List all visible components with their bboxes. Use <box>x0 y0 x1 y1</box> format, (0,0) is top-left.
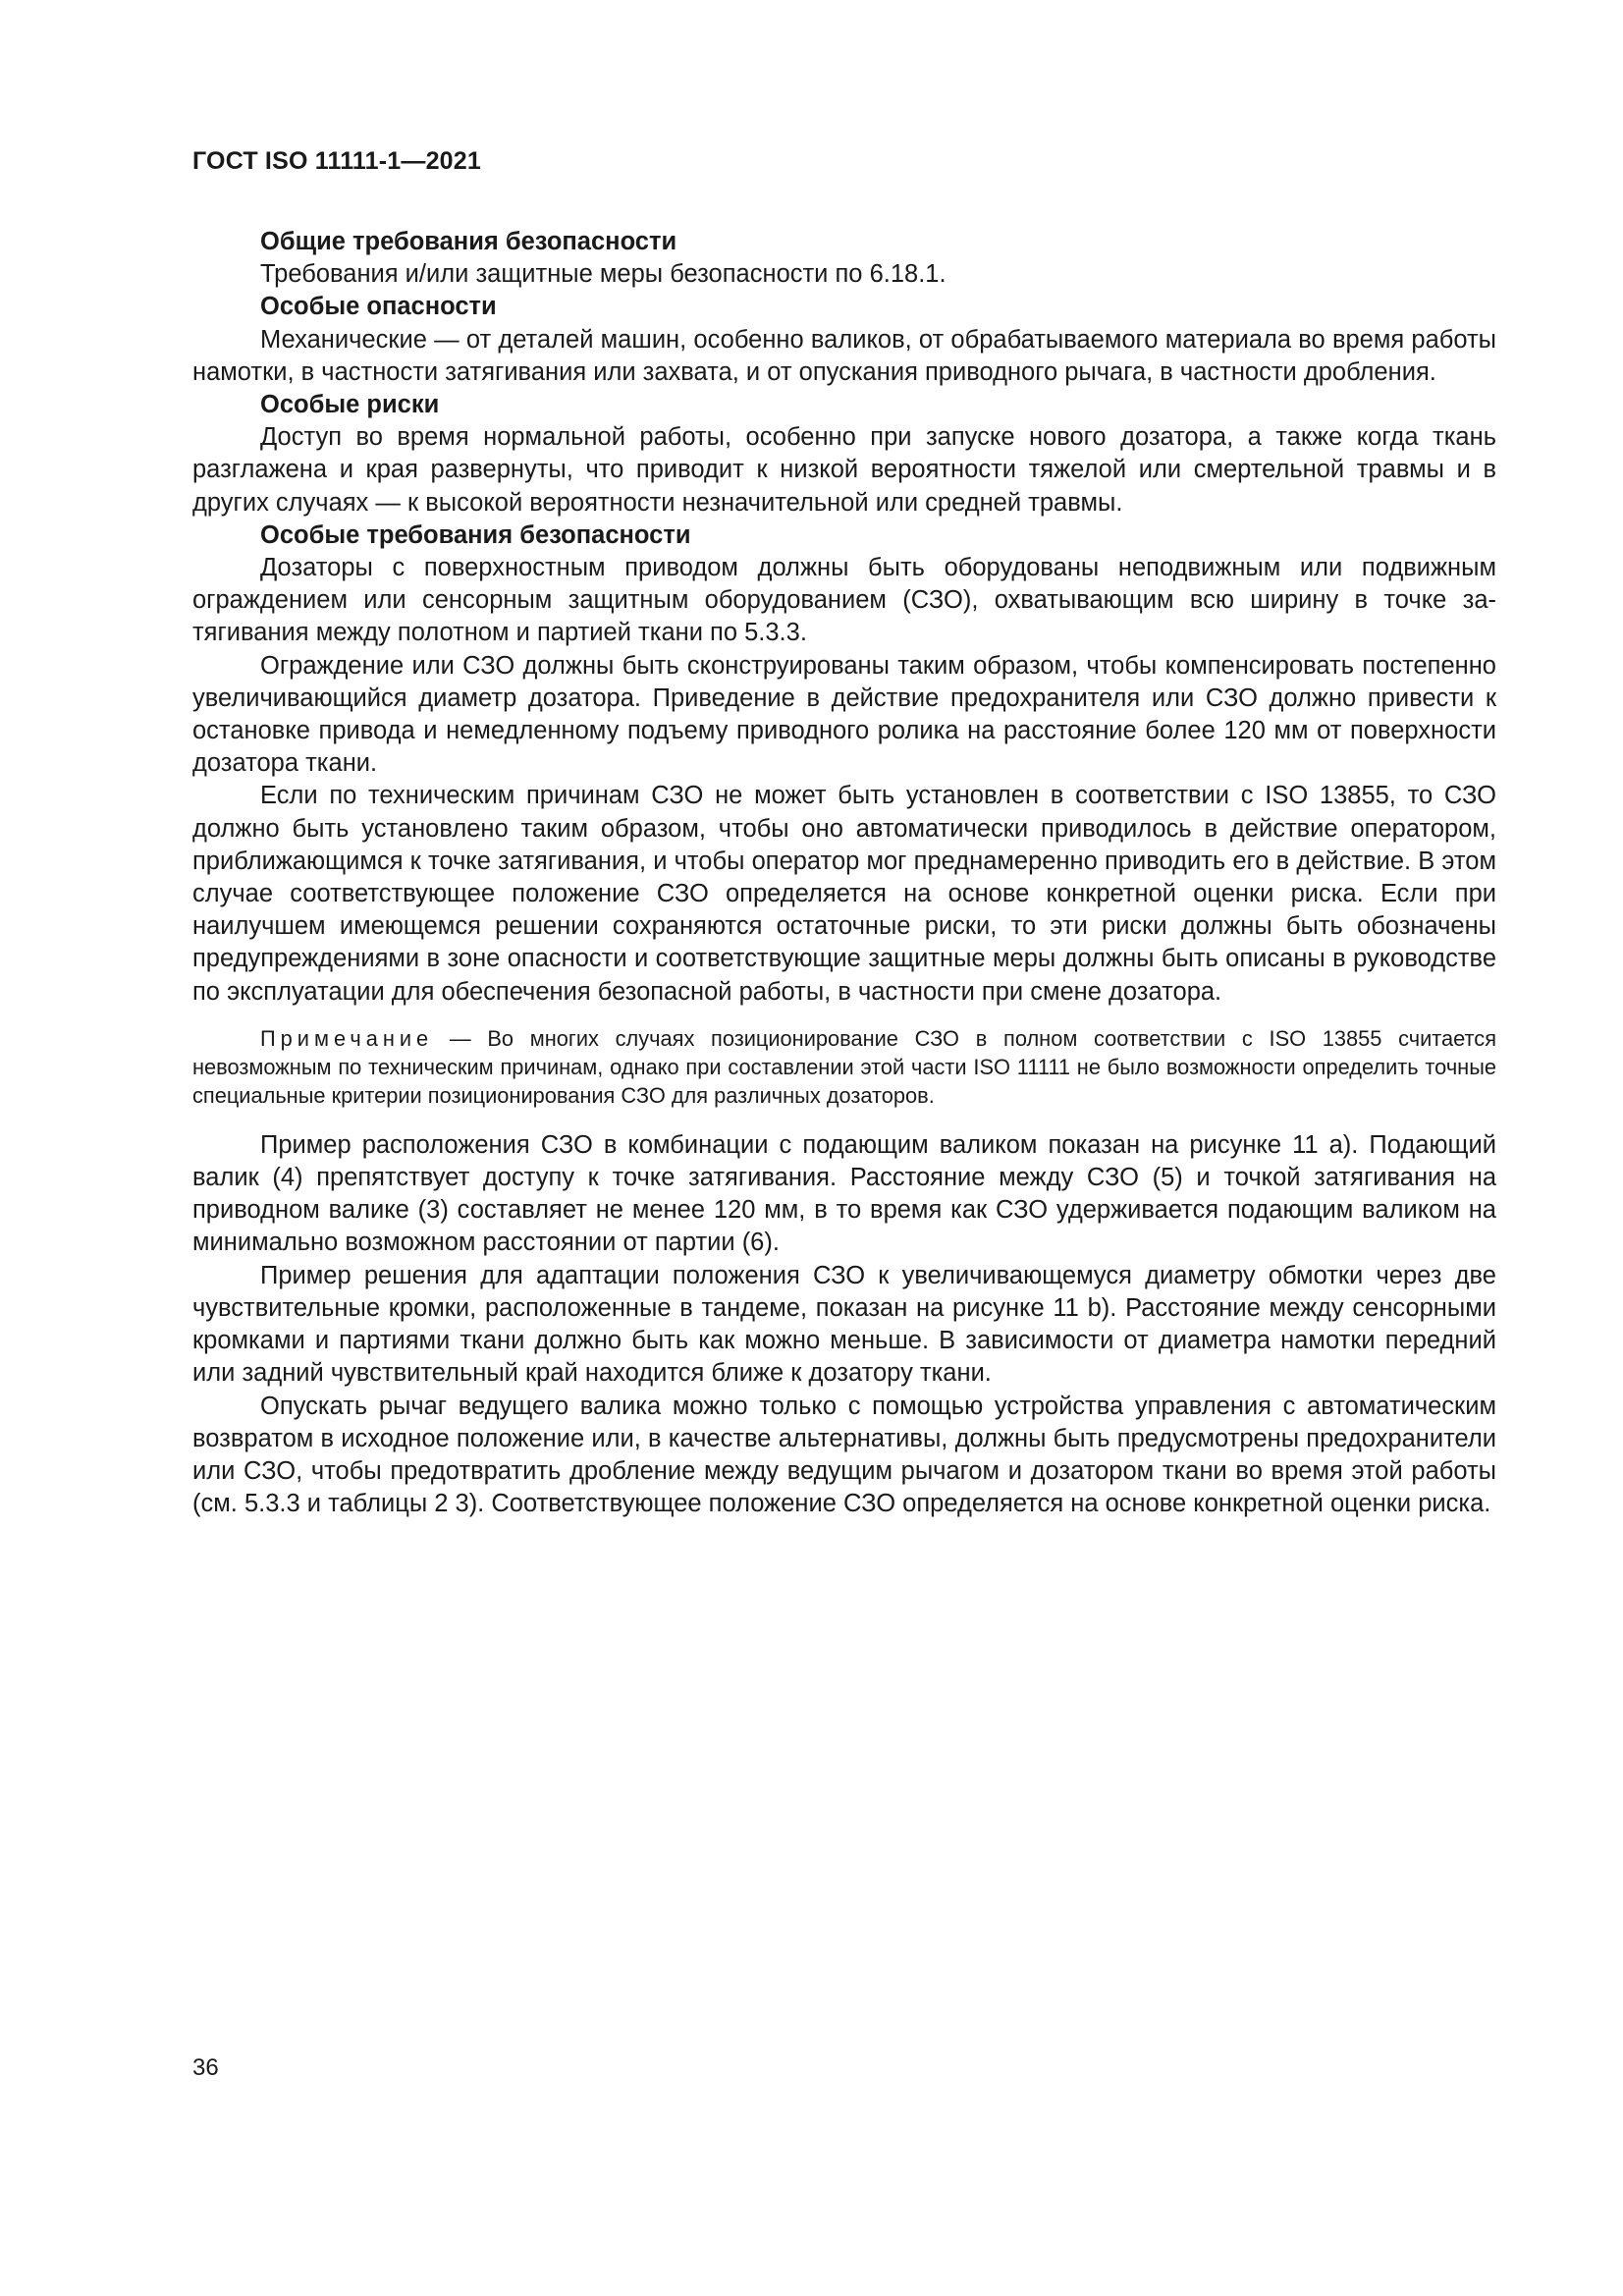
section-heading: Особые риски <box>260 391 440 419</box>
paragraph: Механические — от деталей машин, особенно валиков, от обрабатываемого материала во время работы намотки, в частности затягивания или захвата, и от опускания приводного рычага, в частности дробления. <box>192 325 1496 386</box>
note-text: — Во многих случаях позиционирование СЗО в полном соответствии с ISO 13855 считается невозможным по техническим причинам, однако при составлении этой части ISO 11111 не было возможности определить точные специальные критерии позиционирования СЗО для различных дозаторов. <box>192 1025 1496 1108</box>
paragraph: Опускать рычаг ведущего валика можно только с помощью устройства управления с автоматическим возвратом в исходное положение или, в качестве альтернативы, должны быть предусмотрены предохранители или СЗО, чтобы предотвратить дробление между ведущим рычагом и дозатором ткани во время этой работы (см. 5.3.3 и таблицы 2 3). Соответствующее положение СЗО определяется на основе конкретной оценки риска. <box>192 1392 1496 1518</box>
section-heading: Особые требования безопасности <box>260 520 691 549</box>
paragraph: Пример расположения СЗО в комбинации с подающим валиком показан на рисунке 11 а). Подающий валик (4) препятствует доступу к точке затягивания. Расстояние между СЗО (5) и точкой затягивания на приводном валике (3) составляет не менее 120 мм, в то время как СЗО удерживается подающим валиком на минимально возможном расстоянии от партии (6). <box>192 1130 1496 1257</box>
paragraph: Пример решения для адаптации положения СЗО к увеличивающемуся диаметру обмотки через две чувствительные кромки, расположенные в тандеме, показан на рисунке 11 b). Расстояние между сенсорными кромками и партиями ткани должно быть как можно меньше. В зависимости от диаметра намотки передний или задний чувствительный край находится ближе к дозатору ткани. <box>192 1261 1496 1388</box>
paragraph: Ограждение или СЗО должны быть сконструированы таким образом, чтобы компенсировать постепенно увеличивающийся диаметр дозатора. Приведение в действие предохранителя или СЗО должно привести к остановке привода и немедленному подъему приводного ролика на расстояние более 120 мм от поверхности дозатора ткани. <box>192 651 1496 778</box>
paragraph: Доступ во время нормальной работы, особенно при запуске нового дозатора, а также когда ткань разглажена и края развернуты, что приводит к низкой вероятности тяжелой или смертельной травмы и в других случаях — к высокой вероятности незначительной или средней травмы. <box>192 423 1496 517</box>
note <box>192 1024 1496 1110</box>
section-heading: Особые опасности <box>260 293 497 321</box>
paragraph: Дозаторы с поверхностным приводом должны быть оборудованы неподвижным или подвижным ограждением или сенсорным защитным оборудованием (СЗО), охватывающим всю ширину в точке затягивания между полотном и партией ткани по 5.3.3. <box>192 554 1496 647</box>
page-number: 36 <box>192 2054 219 2081</box>
section-heading: Общие требования безопасности <box>260 228 677 255</box>
paragraph: Требования и/или защитные меры безопасности по 6.18.1. <box>260 260 947 289</box>
document-header: ГОСТ ISO 11111-1—2021 <box>192 147 481 175</box>
document-body <box>192 226 1496 1520</box>
note-label: Примечание <box>260 1025 434 1051</box>
paragraph: Если по техническим причинам СЗО не может быть установлен в соответствии с ISO 13855, то СЗО должно быть установлено таким образом, чтобы оно автоматически приводилось в действие оператором, приближающимся к точке затягивания, и чтобы оператор мог преднамеренно приводить его в действие. В этом случае соответствующее положение СЗО определяется на основе конкретной оценки риска. Если при наилучшем имеющемся решении сохраняются остаточные риски, то эти риски должны быть обозначены предупреждениями в зоне опасности и соответствующие защитные меры должны быть описаны в руководстве по эксплуатации для обеспечения безопасной работы, в частности при смене дозатора. <box>192 782 1496 1006</box>
